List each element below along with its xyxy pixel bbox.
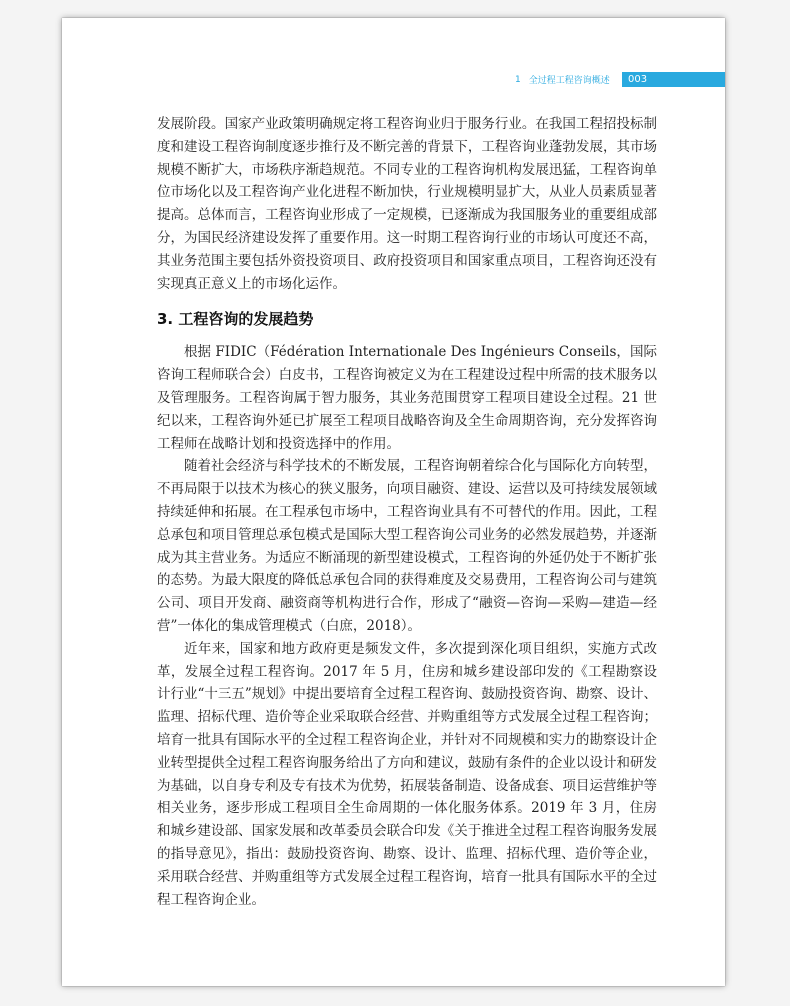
paragraph-policy: 近年来，国家和地方政府更是频发文件，多次提到深化项目组织，实施方式改革，发展全过程工程咨询。2017 年 5 月，住房和城乡建设部印发的《工程勘察设计行业“十三五”规划》中提出要培育全过程工程咨询、鼓励投资咨询、勘察、设计、监理、招标代理、造价等企业采取联合经营、并购重组等方式发展全过程工程咨询；培育一批具有国际水平的全过程工程咨询企业，并针对不同规模和实力的勘察设计企业转型提供全过程工程咨询服务给出了方向和建议，鼓励有条件的企业以设计和研发为基础，以自身专利及专有技术为优势，拓展装备制造、设备成套、项目运营维护等相关业务，逐步形成工程项目全生命周期的一体化服务体系。2019 年 3 月，住房和城乡建设部、国家发展和改革委员会联合印发《关于推进全过程工程咨询服务发展的指导意见》，指出：鼓励投资咨询、勘察、设计、监理、招标代理、造价等企业，采用联合经营、并购重组等方式发展全过程工程咨询，培育一批具有国际水平的全过程工程咨询企业。: [157, 640, 657, 908]
paragraph-fidic: 根据 FIDIC（Fédération Internationale Des Ingénieurs Conseils，国际咨询工程师联合会）白皮书，工程咨询被定义为在工程建设过程中所需的技术服务以及管理服务。工程咨询属于智力服务，其业务范围贯穿工程项目建设全过程。21 世纪以来，工程咨询外延已扩展至工程项目战略咨询及全生命周期咨询，充分发挥咨询工程师在战略计划和投资选择中的作用。: [157, 344, 657, 452]
section-heading: 3. 工程咨询的发展趋势: [157, 310, 314, 329]
chapter-title: 全过程工程咨询概述: [528, 76, 610, 86]
chapter-number: 1: [515, 74, 521, 85]
paragraph-trends: 随着社会经济与科学技术的不断发展，工程咨询朝着综合化与国际化方向转型，不再局限于以技术为核心的狭义服务，向项目融资、建设、运营以及可持续发展领域持续延伸和拓展。在工程承包市场中，工程咨询业具有不可替代的作用。因此，工程总承包和项目管理总承包模式是国际大型工程咨询公司业务的必然发展趋势，并逐渐成为其主营业务。为适应不断涌现的新型建设模式，工程咨询的外延仍处于不断扩张的态势。为最大限度的降低总承包合同的获得难度及交易费用，工程咨询公司与建筑公司、项目开发商、融资商等机构进行合作，形成了“融资—咨询—采购—建造—经营”一体化的集成管理模式（白庶，2018）。: [157, 458, 657, 634]
page-body: [157, 113, 657, 911]
page-number: 003: [622, 72, 725, 87]
running-header: [507, 72, 725, 87]
paragraph-continued: 发展阶段。国家产业政策明确规定将工程咨询业归于服务行业。在我国工程招投标制度和建设工程咨询制度逐步推行及不断完善的背景下，工程咨询业蓬勃发展，其市场规模不断扩大，市场秩序渐趋规范。不同专业的工程咨询机构发展迅猛，工程咨询单位市场化以及工程咨询产业化进程不断加快，行业规模明显扩大，从业人员素质显著提高。总体而言，工程咨询业形成了一定规模，已逐渐成为我国服务业的重要组成部分，为国民经济建设发挥了重要作用。这一时期工程咨询行业的市场认可度还不高，其业务范围主要包括外资投资项目、政府投资项目和国家重点项目，工程咨询还没有实现真正意义上的市场化运作。: [157, 116, 657, 292]
book-page: [62, 18, 725, 986]
